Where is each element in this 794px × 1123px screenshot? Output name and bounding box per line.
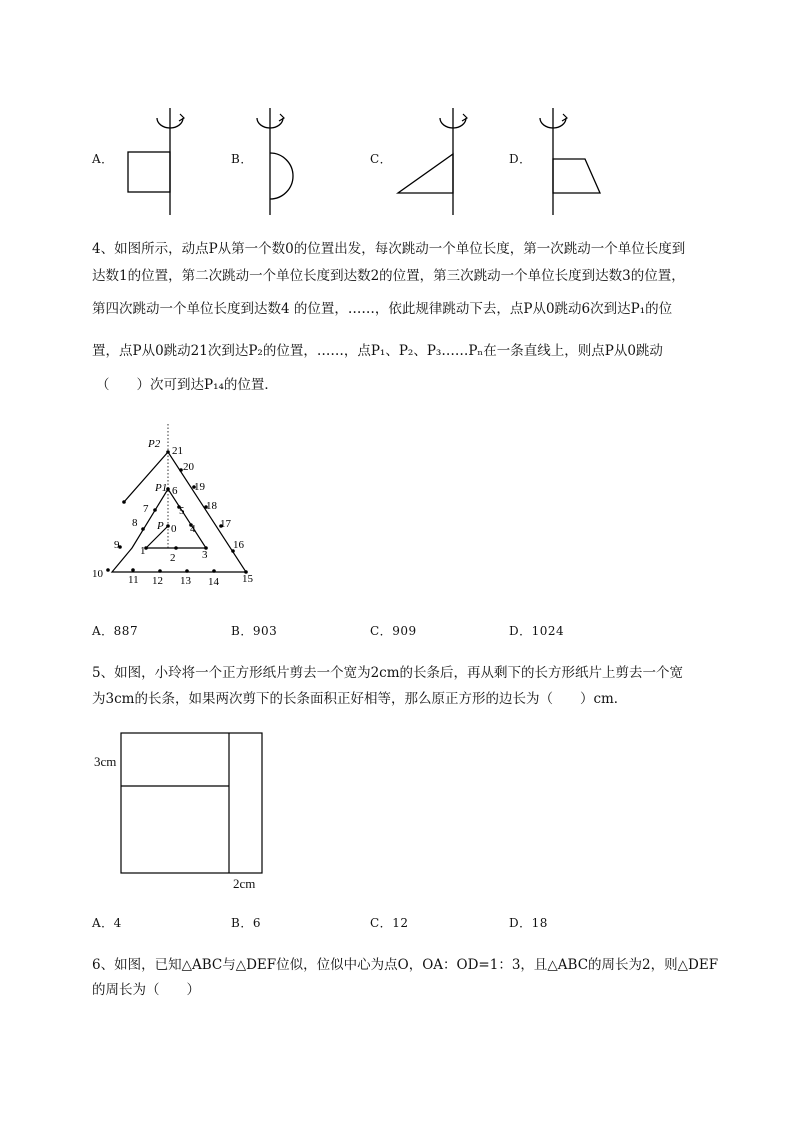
q4-option-d-label: D． [509,624,532,638]
q4-text-line-4: 置，点P从0跳动21次到达P₂的位置，……，点P₁、P₂、P₃……Pₙ在一条直线上，则点P从0跳动 [92,343,663,359]
q5-option-c-value: 12 [392,916,409,930]
label-3cm: 3cm [94,754,117,769]
num-16: 16 [233,539,244,551]
q4-option-c[interactable] [370,623,417,639]
q5-option-c[interactable] [370,915,408,931]
num-1: 1 [140,545,146,557]
q5-option-a-value: 4 [113,916,122,930]
q3-figures [80,100,640,225]
q4-spiral-figure [88,420,268,592]
q3-figure-d [540,108,600,215]
num-13: 13 [180,575,191,587]
q4-text-line-2: 达数1的位置，第二次跳动一个单位长度到达数2的位置，第三次跳动一个单位长度到达数3的位置， [92,268,685,284]
num-4: 4 [190,523,196,535]
num-2: 2 [170,552,176,564]
q3-option-b-label[interactable]: B． [231,152,253,166]
num-9: 9 [114,539,120,551]
q4-text-line-1: 4、如图所示，动点P从第一个数0的位置出发，每次跳动一个单位长度，第一次跳动一个单位长度到 [92,241,686,257]
label-p1: P1 [155,482,168,494]
q5-option-b[interactable] [231,915,261,931]
q3-option-d-label[interactable]: D． [509,152,532,166]
q4-option-c-value: 909 [392,624,417,638]
q5-option-b-label: B． [231,916,253,930]
q5-option-b-value: 6 [252,916,261,930]
q4-option-b-value: 903 [252,624,278,638]
q6-text-line-1: 6、如图，已知△ABC与△DEF位似，位似中心为点O，OA：OD=1：3，且△ABC的周长为2，则△DEF [92,957,719,973]
num-20: 20 [183,461,194,473]
num-21: 21 [172,445,183,457]
q5-option-a-label: A． [92,916,114,930]
q3-figure-b [257,108,293,215]
q5-text-line-1: 5、如图，小玲将一个正方形纸片剪去一个宽为2cm的长条后，再从剩下的长方形纸片上剪去一个宽 [92,665,684,681]
q3-option-c-label[interactable]: C． [370,152,393,166]
label-2cm: 2cm [233,876,256,891]
q4-option-a-label: A． [92,624,114,638]
num-19: 19 [194,481,205,493]
num-17: 17 [220,518,231,530]
num-15: 15 [242,573,253,585]
q4-option-b-label: B． [231,624,253,638]
label-p: P [157,520,164,532]
q4-option-d-value: 1024 [531,624,565,638]
num-3: 3 [202,549,208,561]
q3-figure-a [128,108,184,215]
num-14: 14 [208,576,219,588]
q5-option-d-label: D． [509,916,532,930]
square-outline [121,733,262,873]
q5-text-line-2: 为3cm的长条，如果两次剪下的长条面积正好相等，那么原正方形的边长为（ ）cm． [92,691,628,707]
q3-option-a-label[interactable]: A． [92,152,114,166]
q4-option-c-label: C． [370,624,393,638]
q5-square-figure [90,728,280,896]
spiral-points [106,450,248,574]
num-12: 12 [152,575,163,587]
q5-option-d-value: 18 [531,916,548,930]
q3-figure-c [398,108,467,215]
num-10: 10 [92,568,103,580]
q5-option-a[interactable] [92,915,122,931]
q4-option-a-value: 887 [113,624,139,638]
q4-text-line-3: 第四次跳动一个单位长度到达数4 的位置，……，依此规律跳动下去，点P从0跳动6次到达P₁的位 [92,301,673,317]
num-5: 5 [179,505,185,517]
num-11: 11 [128,574,139,586]
q4-option-b[interactable] [231,623,277,639]
num-18: 18 [206,500,217,512]
num-7: 7 [143,503,149,515]
q4-text-line-5: （ ）次可到达P₁₄的位置． [96,377,278,393]
q4-option-a[interactable] [92,623,138,639]
num-0: 0 [171,523,177,535]
q6-text-line-2: 的周长为（ ） [92,982,200,998]
q4-option-d[interactable] [509,623,564,639]
num-6: 6 [172,485,178,497]
q5-option-c-label: C． [370,916,393,930]
q5-option-d[interactable] [509,915,548,931]
label-p2: P2 [148,438,161,450]
num-8: 8 [132,517,138,529]
